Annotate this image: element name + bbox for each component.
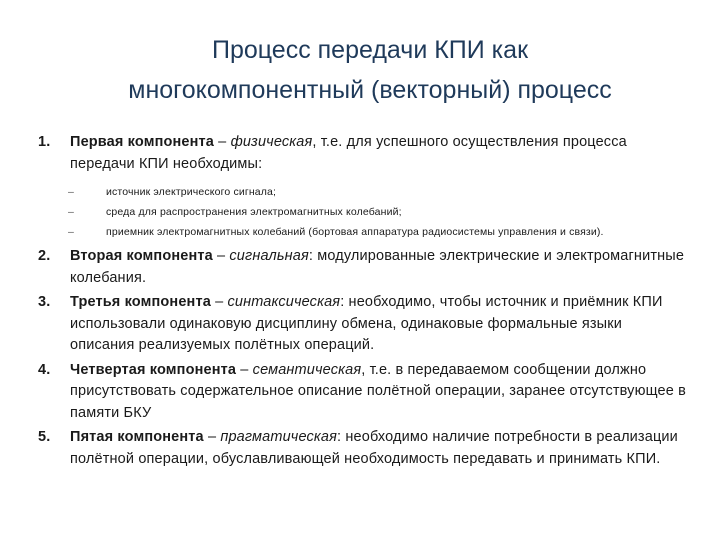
item-heading: Третья компонента: [70, 294, 211, 310]
item-heading: Первая компонента: [70, 134, 214, 150]
item-separator: –: [210, 294, 228, 310]
item-number: 4.: [38, 361, 51, 378]
item-type: сигнальная: [229, 248, 309, 264]
list-item-5: [38, 427, 688, 470]
sub-list: [70, 184, 688, 240]
item-text: : необходимо наличие потребности в реализации полётной операции, обуславливающей необходимость передавать и принимать КПИ.: [70, 429, 678, 467]
sub-item-text: источник электрического сигнала;: [106, 186, 277, 198]
item-type: прагматическая: [220, 429, 337, 445]
item-separator: –: [212, 248, 230, 264]
item-text: : необходимо, чтобы источник и приёмник КПИ использовали одинаковую дисциплину обмена, одинаковые формальные языки описания реализуемых полётных операций.: [70, 294, 663, 353]
sub-item-text: среда для распространения электромагнитных колебаний;: [106, 206, 402, 218]
dash-bullet: –: [68, 186, 74, 198]
title-line-1: Процесс передачи КПИ как: [211, 36, 528, 64]
item-type: физическая: [230, 134, 313, 150]
item-number: 2.: [38, 248, 51, 264]
sub-list-item: [70, 184, 688, 200]
item-text: , т.е. для успешного осуществления процесса передачи КПИ необходимы:: [70, 134, 627, 172]
list-item-3: [38, 292, 688, 357]
list-item-4: [38, 360, 688, 425]
numbered-list: [38, 132, 688, 473]
item-text: : модулированные электрические и электромагнитные колебания.: [70, 248, 685, 286]
item-separator: –: [236, 361, 253, 378]
list-item-1: [38, 132, 688, 240]
sub-list-item: [70, 204, 688, 220]
list-item-2: [38, 246, 688, 289]
item-type: синтаксическая: [227, 294, 341, 310]
dash-bullet: –: [68, 206, 74, 218]
item-heading: Пятая компонента: [70, 429, 204, 445]
item-text: , т.е. в передаваемом сообщении должно присутствовать содержательное описание полётной операции, заранее отсутствующее в памяти БКУ: [70, 361, 686, 421]
item-separator: –: [203, 429, 221, 445]
item-number: 1.: [38, 134, 51, 150]
title-line-2: многокомпонентный (векторный) процесс: [128, 76, 612, 104]
sub-item-text: приемник электромагнитных колебаний (бортовая аппаратура радиосистемы управления и связи).: [106, 226, 604, 238]
item-type: семантическая: [252, 361, 362, 378]
slide-title: [40, 30, 700, 110]
item-heading: Вторая компонента: [70, 248, 213, 264]
item-separator: –: [214, 134, 231, 150]
item-heading: Четвертая компонента: [70, 361, 237, 378]
dash-bullet: –: [68, 226, 74, 238]
item-number: 3.: [38, 294, 51, 310]
sub-list-item: [70, 224, 688, 240]
item-number: 5.: [38, 429, 51, 445]
